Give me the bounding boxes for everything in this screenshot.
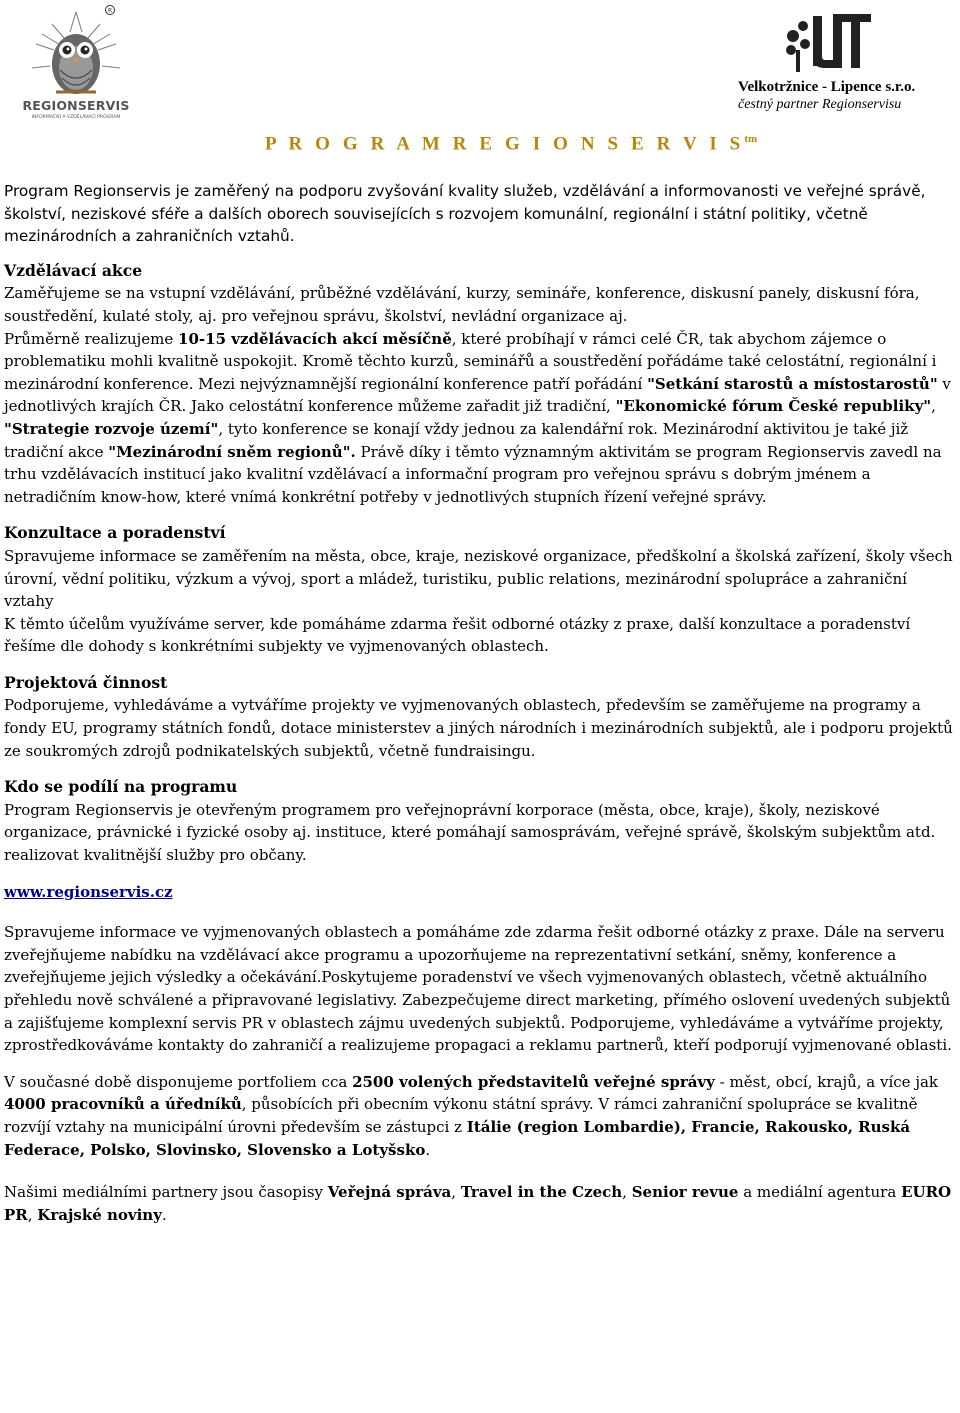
section-consulting — [4, 522, 956, 658]
paragraph: Zaměřujeme se na vstupní vzdělávání, průběžné vzdělávání, kurzy, semináře, konference, diskusní panely, diskusní fóra, soustředění, kulaté stoly, aj. pro veřejnou správu, školství, nevládní organizace aj. — [4, 284, 920, 325]
paragraph: K těmto účelům využíváme server, kde pomáháme zdarma řešit odborné otázky z praxe, další konzultace a poradenství řešíme dle dohody s konkrétními subjekty ve vyjmenovaných oblastech. — [4, 614, 911, 656]
paragraph: Průměrně realizujeme 10-15 vzdělávacích akcí měsíčně, které probíhají v rámci celé ČR, tak abychom zájemce o problematiku mohli kvalitně uspokojit. Kromě těchto kurzů, seminářů a soustředění pořádáme také celostátní, regionální i mezinárodní konference. Mezi nejvýznamnější regionální konference patří pořádání "Setkání starostů a místostarostů" v jednotlivých krajích ČR. Jako celostátní konference můžeme zařadit již tradiční, "Ekonomické fórum České republiky", "Strategie rozvoje území", tyto konference se konají vždy jednou za kalendářní rok. Mezinárodní aktivitou je také již tradiční akce "Mezinárodní sněm regionů". Právě díky i těmto významným aktivitám se program Regionservis zavedl na trhu vzdělávacích institucí jako kvalitní vzdělávací a informační program pro veřejnou správu s dobrým jménem a netradičním know-how, které vnímá konkrétní potřeby v jednotlivých stupních řízení veřejné správy. — [4, 329, 951, 506]
website-link[interactable]: www.regionservis.cz — [4, 882, 173, 901]
regionservis-logo-text: REGIONSERVIS — [22, 98, 130, 113]
page-title: P R O G R A M R E G I O N S E R V I $S^{tm}$ — [265, 133, 758, 155]
section-web — [4, 881, 956, 1057]
partner-subtitle: čestný partner Regionservisu — [738, 97, 902, 112]
header — [0, 0, 960, 180]
section-participants — [4, 776, 956, 866]
section-media — [4, 1181, 956, 1226]
section-education — [4, 260, 956, 509]
partner-name: Velkotržnice - Lipence s.r.o. — [738, 79, 916, 95]
svg-text:R: R — [108, 7, 113, 15]
paragraph: V současné době disponujeme portfoliem cca 2500 volených představitelů veřejné správy - měst, obcí, krajů, a více jak 4000 pracovníků a úředníků, působících při obecním výkonu státní správy. V rámci zahraniční spolupráce se kvalitně rozvíjí vztahy na municipální úrovni především se zástupci z Itálie (region Lombardie), Francie, Rakousko, Ruská Federace, Polsko, Slovinsko, Slovensko a Lotyšsko. — [4, 1072, 939, 1159]
main-content — [4, 180, 956, 1226]
regionservis-logo-subtext: INFORMAČNÍ A VZDĚLÁVACÍ PROGRAM — [31, 115, 121, 120]
section-portfolio — [4, 1071, 956, 1161]
section-heading: Vzdělávací akce — [4, 260, 143, 280]
intro-paragraph: Program Regionservis je zaměřený na podporu zvyšování kvality služeb, vzdělávání a informovanosti ve veřejné správě, školství, neziskové sféře a dalších oborech souvisejících s rozvojem komunální, regionální i státní politiky, včetně mezinárodních a zahraničních vztahů. — [4, 182, 926, 246]
section-projects — [4, 672, 956, 762]
paragraph: Spravujeme informace ve vyjmenovaných oblastech a pomáháme zde zdarma řešit odborné otázky z praxe. Dále na serveru zveřejňujeme nabídku na vzdělávací akce programu a upozorňujeme na reprezentativní setkání, sněmy, konference a zveřejňujeme jejich výsledky a očekávání.Poskytujeme poradenství ve všech vyjmenovaných oblastech, včetně aktuálního přehledu nově schválené a připravované legislativy. Zabezpečujeme direct marketing, přímého oslovení uvedených subjektů a zajišťujeme komplexní servis PR v oblastech zájmu uvedených subjektů. Podporujeme, vyhledáváme a vytváříme projekty, zprostředkováváme kontakty do zahraničí a realizujeme propagaci a reklamu partnerů, kteří podporují vyjmenované oblasti. — [4, 923, 952, 1055]
paragraph: Našimi mediálními partnery jsou časopisy Veřejná správa, Travel in the Czech, Senior revue a mediální agentura EURO PR, Krajské noviny. — [4, 1183, 952, 1224]
partner-logo — [783, 6, 875, 74]
paragraph: Podporujeme, vyhledáváme a vytváříme projekty ve vyjmenovaných oblastech, především se zaměřujeme na programy a fondy EU, programy státních fondů, dotace ministerstev a jiných národních i mezinárodních subjektů, ale i podporu projektů ze soukromých zdrojů podnikatelských subjektů, včetně fundraisingu. — [4, 696, 953, 760]
trademark: tm — [744, 133, 758, 145]
section-heading: Projektová činnost — [4, 672, 168, 692]
paragraph: Spravujeme informace se zaměřením na města, obce, kraje, neziskové organizace, předškolní a školská zařízení, školy všech úrovní, vědní politiku, výzkum a vývoj, sport a mládež, turistiku, public relations, mezinárodní spolupráce a zahraniční vztahy — [4, 546, 953, 611]
partner-logo-text: VLT — [783, 6, 785, 7]
section-heading: Kdo se podílí na programu — [4, 777, 238, 797]
section-heading: Konzultace a poradenství — [4, 523, 226, 543]
paragraph: Program Regionservis je otevřeným programem pro veřejnoprávní korporace (města, obce, kraje), školy, neziskové organizace, právnické i fyzické osoby aj. instituce, které pomáhají samosprávám, veřejné správě, školským subjektům atd. realizovat kvalitnější služby pro občany. — [4, 800, 936, 865]
